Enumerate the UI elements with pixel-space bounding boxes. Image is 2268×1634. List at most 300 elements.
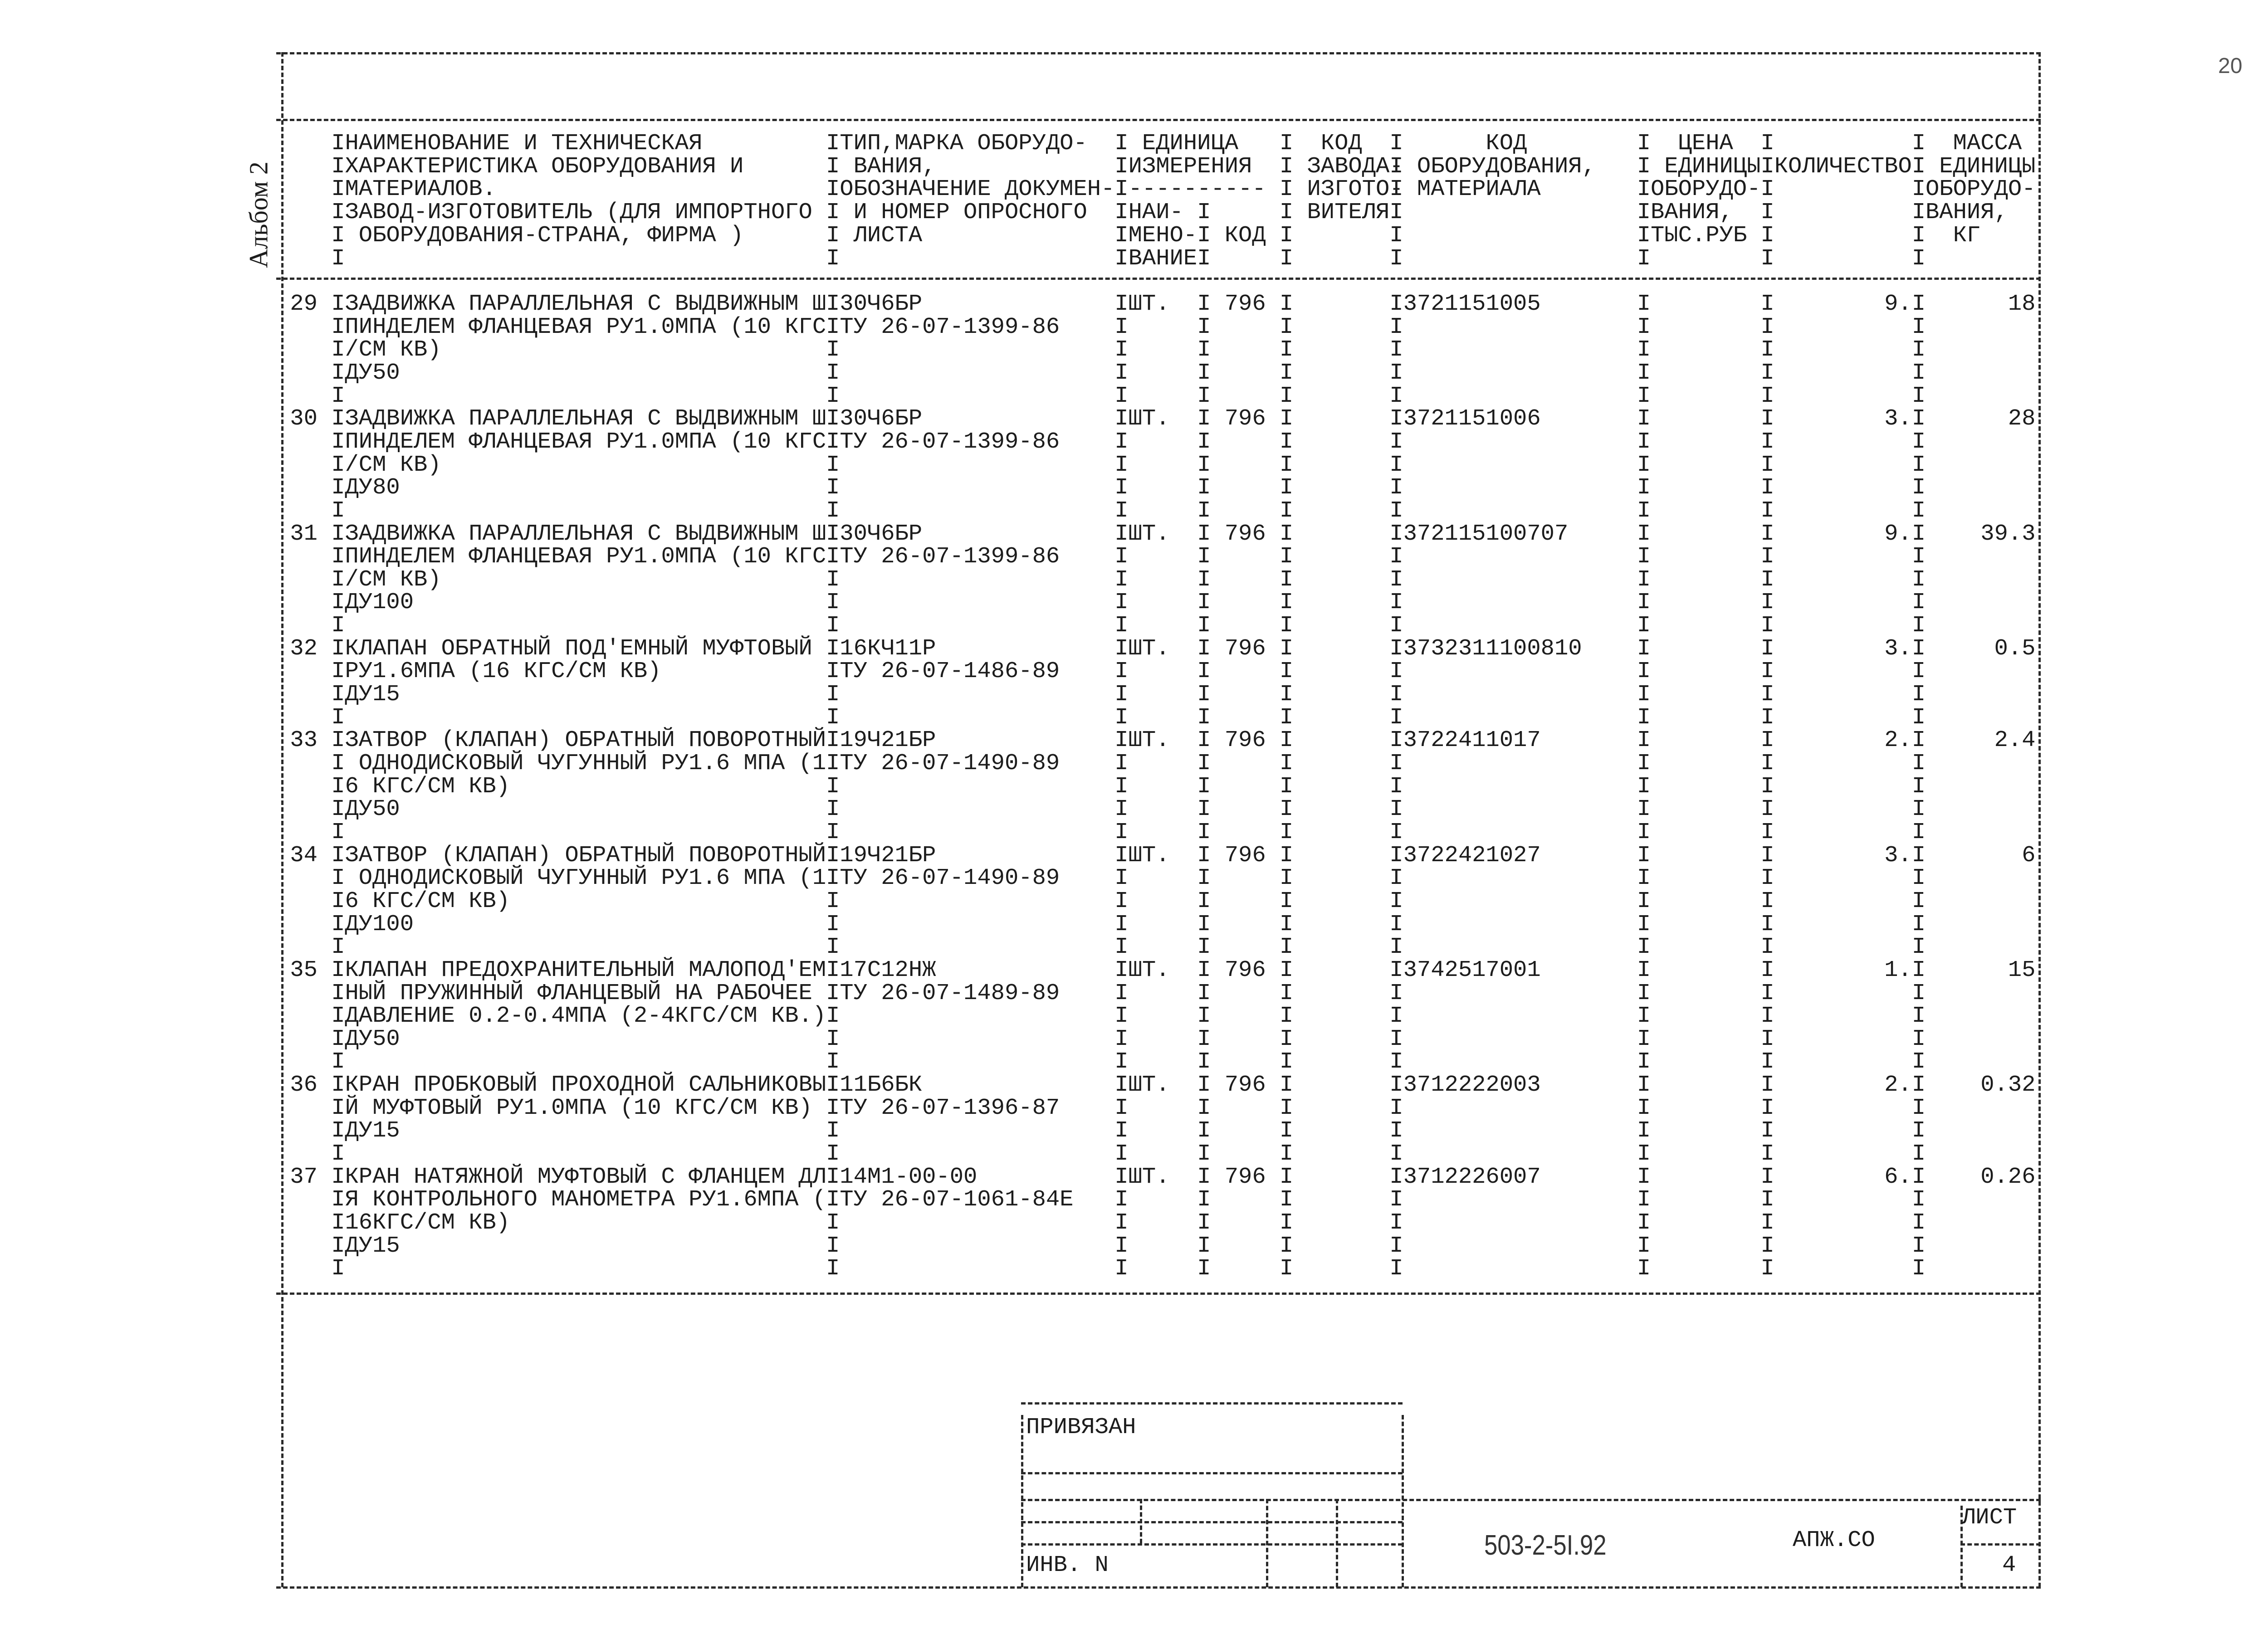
item-type: I (826, 773, 840, 800)
item-number: 31 (290, 521, 318, 547)
item-name: IЗАТВОР (КЛАПАН) ОБРАТНЫЙ ПОВОРОТНЫЙ (331, 727, 826, 754)
unit-code: I (1197, 704, 1211, 731)
material-code: I (1389, 865, 1403, 892)
stamp-line (1140, 1499, 1142, 1543)
separator: I (1760, 888, 1774, 914)
material-code: I (1389, 429, 1403, 455)
unit-code: I (1197, 796, 1211, 823)
separator: I (1760, 452, 1774, 478)
item-type: I (826, 934, 840, 961)
separator: I (1911, 796, 1926, 823)
separator: I (1911, 452, 1926, 478)
unit-code: I (1197, 1141, 1211, 1167)
item-name: IЗАТВОР (КЛАПАН) ОБРАТНЫЙ ПОВОРОТНЫЙ (331, 842, 826, 868)
header-cell: I (1389, 222, 1403, 249)
stamp-line (1021, 1472, 1403, 1474)
item-name: IКЛАПАН ПРЕДОХРАНИТЕЛЬНЫЙ МАЛОПОД'ЕМ (331, 957, 826, 983)
unit-mass: 18 (2008, 291, 2036, 317)
separator: I (1637, 498, 1651, 524)
item-name: IРУ1.6МПА (16 КГС/СМ КВ) (331, 658, 661, 685)
unit-name: I (1114, 613, 1129, 639)
unit-mass: 0.5 (1994, 635, 2036, 662)
table-line (276, 1143, 2045, 1166)
separator: I (1279, 613, 1294, 639)
unit-code: I 796 (1197, 635, 1266, 662)
separator: I (1637, 314, 1651, 340)
separator: I (1279, 980, 1294, 1006)
item-type: I (826, 383, 840, 409)
table-line (276, 1166, 2045, 1189)
separator: I (1637, 1256, 1651, 1282)
unit-code: I (1197, 1026, 1211, 1052)
table-line (276, 867, 2045, 890)
unit-code: I (1197, 1233, 1211, 1259)
separator: I (1279, 314, 1294, 340)
unit-name: IШТ. (1114, 1072, 1170, 1098)
table-line (276, 1097, 2045, 1120)
material-code: I (1389, 452, 1403, 478)
separator: I (1760, 773, 1774, 800)
item-name: IЗАДВИЖКА ПАРАЛЛЕЛЬНАЯ С ВЫДВИЖНЫМ Ш (331, 291, 826, 317)
separator: I (1760, 704, 1774, 731)
separator: I (1637, 796, 1651, 823)
item-name: I (331, 1256, 345, 1282)
separator: I (1911, 337, 1926, 363)
unit-name: I (1114, 337, 1129, 363)
table-line (276, 178, 2045, 201)
header-cell: I ЗАВОДА- (1279, 153, 1403, 180)
header-cell: IЗАВОД-ИЗГОТОВИТЕЛЬ (ДЛЯ ИМПОРТНОГО (331, 200, 812, 226)
item-number: 29 (290, 291, 318, 317)
unit-name: I (1114, 865, 1129, 892)
separator: I (1760, 819, 1774, 845)
separator: I (1279, 590, 1294, 616)
unit-name: I (1114, 1256, 1129, 1282)
item-name: I (331, 934, 345, 961)
unit-name: I (1114, 773, 1129, 800)
separator: I (1760, 1164, 1774, 1190)
item-number: 34 (290, 842, 318, 868)
table-line (276, 798, 2045, 821)
material-code: I (1389, 566, 1403, 593)
item-name: I ОДНОДИСКОВЫЙ ЧУГУННЫЙ РУ1.6 МПА (1 (331, 865, 826, 892)
separator: I (1637, 773, 1651, 800)
separator: I (1637, 911, 1651, 937)
unit-name: I (1114, 590, 1129, 616)
item-number: 35 (290, 957, 318, 983)
material-code: I (1389, 773, 1403, 800)
material-code: I (1389, 796, 1403, 823)
header-cell: I ВИТЕЛЯ (1279, 200, 1390, 226)
separator: I (1760, 911, 1774, 937)
unit-code: I (1197, 911, 1211, 937)
item-name: I (331, 383, 345, 409)
separator: I (1760, 658, 1774, 685)
unit-code: I (1197, 429, 1211, 455)
header-cell: I ЛИСТА (826, 222, 923, 249)
separator: I (1279, 291, 1294, 317)
unit-code: I (1197, 613, 1211, 639)
separator: I (1637, 1072, 1651, 1098)
separator: I (1760, 635, 1774, 662)
material-code: I3722411017 (1389, 727, 1541, 754)
header-cell: IМЕНО- (1114, 222, 1198, 249)
material-code: I (1389, 1003, 1403, 1029)
page-number: 20 (2218, 54, 2243, 78)
item-name: IДУ15 (331, 1118, 400, 1144)
separator: I (1911, 429, 1926, 455)
unit-name: I (1114, 383, 1129, 409)
separator: I (1911, 1095, 1926, 1121)
item-type: I19Ч21БР (826, 842, 936, 868)
item-name: I (331, 1141, 345, 1167)
header-cell: I (1389, 245, 1403, 272)
material-code: I (1389, 498, 1403, 524)
separator: I (1279, 337, 1294, 363)
unit-code: I 796 (1197, 521, 1266, 547)
separator: I (1279, 406, 1294, 432)
separator: I (1637, 842, 1651, 868)
quantity: 9. (1884, 521, 1912, 547)
header-cell: IВАНИЯ, (1911, 200, 2008, 226)
unit-code: I (1197, 819, 1211, 845)
header-cell: IОБОРУДО- (1637, 176, 1761, 203)
unit-name: I (1114, 796, 1129, 823)
unit-code: I (1197, 1187, 1211, 1213)
unit-code: I (1197, 751, 1211, 776)
header-cell: I (1637, 245, 1651, 272)
table-line (276, 245, 2045, 272)
item-name: I6 КГС/СМ КВ) (331, 773, 510, 800)
item-type: I14М1-00-00 (826, 1164, 978, 1190)
material-code: I (1389, 980, 1403, 1006)
separator: I (1760, 337, 1774, 363)
unit-mass: 2.4 (1994, 727, 2036, 754)
separator: I (1637, 475, 1651, 501)
separator: I (1637, 934, 1651, 961)
unit-name: I (1114, 429, 1129, 455)
item-name: IДУ15 (331, 682, 400, 708)
header-cell: IОБОЗНАЧЕНИЕ ДОКУМЕН- (826, 176, 1115, 203)
item-number: 37 (290, 1164, 318, 1190)
separator: I (1279, 911, 1294, 937)
separator: I (1760, 934, 1774, 961)
item-name: IДУ100 (331, 590, 414, 616)
item-name: IПИНДЕЛЕМ ФЛАНЦЕВАЯ РУ1.0МПА (10 КГС (331, 429, 826, 455)
item-name: I16КГС/СМ КВ) (331, 1210, 510, 1236)
material-code: I3722421027 (1389, 842, 1541, 868)
separator: I (1637, 704, 1651, 731)
material-code: I (1389, 934, 1403, 961)
table-line (276, 1120, 2045, 1142)
separator: I (1911, 727, 1926, 754)
item-number: 32 (290, 635, 318, 662)
unit-name: I (1114, 934, 1129, 961)
unit-code: I (1197, 682, 1211, 708)
separator: I (1760, 314, 1774, 340)
separator: I (1911, 1003, 1926, 1029)
table-line (276, 1189, 2045, 1211)
quantity: 6. (1884, 1164, 1912, 1190)
separator: I (1911, 383, 1926, 409)
material-code: I3721151006 (1389, 406, 1541, 432)
table-line (276, 408, 2045, 430)
table-line (276, 936, 2045, 959)
item-type: I (826, 360, 840, 386)
unit-name: I (1114, 704, 1129, 731)
table-line (276, 913, 2045, 936)
separator: I (1279, 1095, 1294, 1121)
separator: I (1637, 1141, 1651, 1167)
table-line (276, 591, 2045, 614)
unit-mass: 28 (2008, 406, 2036, 432)
separator: I (1760, 406, 1774, 432)
separator: I (1637, 888, 1651, 914)
unit-code: I (1197, 934, 1211, 961)
separator: I (1279, 1049, 1294, 1075)
table-line (276, 454, 2045, 477)
material-code: I (1389, 911, 1403, 937)
separator: I (1911, 590, 1926, 616)
item-type: IТУ 26-07-1396-87 (826, 1095, 1060, 1121)
separator: I (1760, 521, 1774, 547)
bound-label: ПРИВЯЗАН (1026, 1415, 1136, 1440)
item-type: I (826, 1049, 840, 1075)
separator: I (1911, 751, 1926, 776)
unit-name: I (1114, 819, 1129, 845)
separator: I (1911, 566, 1926, 593)
item-type: I30Ч6БР (826, 521, 923, 547)
separator: I (1279, 1210, 1294, 1236)
separator: I (1760, 980, 1774, 1006)
item-name: I/СМ КВ) (331, 337, 441, 363)
separator: I (1760, 291, 1774, 317)
header-cell: I КОД (1279, 131, 1362, 156)
item-name: IКРАН ПРОБКОВЫЙ ПРОХОДНОЙ САЛЬНИКОВЫ (331, 1072, 826, 1098)
stamp-line (1266, 1499, 1268, 1587)
separator: I (1279, 773, 1294, 800)
item-type: I (826, 590, 840, 616)
separator: I (1279, 1026, 1294, 1052)
header-cell: I МАССА (1911, 131, 2022, 156)
separator: I (1760, 613, 1774, 639)
table-line (276, 729, 2045, 752)
separator: I (1760, 1026, 1774, 1052)
item-name: IКЛАПАН ОБРАТНЫЙ ПОД'ЕМНЫЙ МУФТОВЫЙ (331, 635, 812, 662)
item-type: IТУ 26-07-1399-86 (826, 429, 1060, 455)
unit-code: I (1197, 590, 1211, 616)
item-name: I ОДНОДИСКОВЫЙ ЧУГУННЫЙ РУ1.6 МПА (1 (331, 751, 826, 776)
material-code: I372115100707 (1389, 521, 1569, 547)
separator: I (1760, 727, 1774, 754)
header-cell: IВАНИЯ, (1637, 200, 1733, 226)
header-cell: I (1760, 200, 1774, 226)
separator: I (1279, 360, 1294, 386)
table-line (276, 1005, 2045, 1028)
item-type: I (826, 911, 840, 937)
material-code: I (1389, 1187, 1403, 1213)
material-code: I (1389, 1118, 1403, 1144)
separator: I (1637, 865, 1651, 892)
separator: I (1911, 888, 1926, 914)
header-cell: IНАИМЕНОВАНИЕ И ТЕХНИЧЕСКАЯ (331, 131, 703, 156)
table-line (276, 1258, 2045, 1280)
separator: I (1760, 1049, 1774, 1075)
unit-name: IШТ. (1114, 291, 1170, 317)
separator: I (1279, 635, 1294, 662)
unit-mass: 0.32 (1980, 1072, 2036, 1098)
item-type: I16КЧ11Р (826, 635, 936, 662)
separator: I (1637, 521, 1651, 547)
table-line (276, 500, 2045, 522)
separator: I (1279, 842, 1294, 868)
separator: I (1279, 544, 1294, 570)
album-label: Альбом 2 (244, 161, 274, 268)
item-type: I (826, 452, 840, 478)
unit-mass: 39.3 (1980, 521, 2036, 547)
item-type: I (826, 682, 840, 708)
item-type: IТУ 26-07-1490-89 (826, 865, 1060, 892)
item-type: I (826, 1026, 840, 1052)
header-cell: I (1760, 222, 1774, 249)
unit-name: IШТ. (1114, 842, 1170, 868)
separator: I (1637, 360, 1651, 386)
unit-code: I (1197, 1256, 1211, 1282)
header-bottom-line (276, 278, 2041, 280)
header-cell: IХАРАКТЕРИСТИКА ОБОРУДОВАНИЯ И (331, 153, 744, 180)
material-code: I (1389, 475, 1403, 501)
unit-code: I (1197, 544, 1211, 570)
table-line (276, 523, 2045, 546)
item-name: IДУ50 (331, 360, 400, 386)
material-code: I (1389, 658, 1403, 685)
unit-name: I (1114, 566, 1129, 593)
table-line (276, 316, 2045, 339)
item-name: I (331, 1049, 345, 1075)
quantity: 9. (1884, 291, 1912, 317)
item-type: IТУ 26-07-1061-84Е (826, 1187, 1074, 1213)
material-code: I (1389, 1233, 1403, 1259)
separator: I (1911, 1233, 1926, 1259)
separator: I (1911, 1141, 1926, 1167)
separator: I (1637, 452, 1651, 478)
unit-code: I (1197, 658, 1211, 685)
item-type: I19Ч21БР (826, 727, 936, 754)
separator: I (1911, 819, 1926, 845)
separator: I (1279, 1141, 1294, 1167)
header-cell: I МАТЕРИАЛА (1389, 176, 1541, 203)
table-bottom-line (276, 1293, 2041, 1295)
item-type: IТУ 26-07-1489-89 (826, 980, 1060, 1006)
material-code: I (1389, 888, 1403, 914)
separator: I (1760, 1003, 1774, 1029)
unit-name: IШТ. (1114, 727, 1170, 754)
material-code: I (1389, 337, 1403, 363)
separator: I (1279, 383, 1294, 409)
item-name: IНЫЙ ПРУЖИННЫЙ ФЛАНЦЕВЫЙ НА РАБОЧЕЕ (331, 980, 812, 1006)
unit-code: I (1197, 337, 1211, 363)
item-number: 33 (290, 727, 318, 754)
item-type: I (826, 819, 840, 845)
unit-name: I (1114, 1187, 1129, 1213)
separator: I (1637, 819, 1651, 845)
table-line (276, 339, 2045, 361)
separator: I (1760, 1256, 1774, 1282)
material-code: I3732311100810 (1389, 635, 1582, 662)
unit-code: I (1197, 360, 1211, 386)
unit-name: IШТ. (1114, 1164, 1170, 1190)
header-cell: I (1197, 200, 1211, 226)
separator: I (1911, 1049, 1926, 1075)
unit-code: I (1197, 1118, 1211, 1144)
unit-mass: 15 (2008, 957, 2036, 983)
material-code: I3712222003 (1389, 1072, 1541, 1098)
separator: I (1911, 1118, 1926, 1144)
header-cell: I (1279, 222, 1294, 249)
unit-code: I (1197, 1210, 1211, 1236)
separator: I (1760, 1187, 1774, 1213)
item-type: I (826, 1141, 840, 1167)
separator: I (1911, 613, 1926, 639)
table-line (276, 201, 2045, 224)
unit-code: I (1197, 980, 1211, 1006)
separator: I (1279, 452, 1294, 478)
unit-code: I 796 (1197, 842, 1266, 868)
header-cell: I И НОМЕР ОПРОСНОГО (826, 200, 1087, 226)
item-type: I (826, 888, 840, 914)
material-code: I (1389, 1256, 1403, 1282)
material-code: I (1389, 682, 1403, 708)
material-code: I (1389, 1210, 1403, 1236)
item-name: I/СМ КВ) (331, 566, 441, 593)
separator: I (1637, 682, 1651, 708)
material-code: I (1389, 360, 1403, 386)
header-cell: IТЫС.РУБ (1637, 222, 1747, 249)
separator: I (1637, 1118, 1651, 1144)
separator: I (1760, 682, 1774, 708)
separator: I (1637, 613, 1651, 639)
unit-name: I (1114, 1003, 1129, 1029)
unit-code: I 796 (1197, 957, 1266, 983)
item-type: I (826, 613, 840, 639)
unit-name: I (1114, 1233, 1129, 1259)
frame-bottom-line (276, 1586, 2041, 1589)
separator: I (1760, 751, 1774, 776)
material-code: I (1389, 314, 1403, 340)
frame-top-line (276, 52, 2041, 54)
material-code: I (1389, 1141, 1403, 1167)
separator: I (1279, 498, 1294, 524)
sheet-label: ЛИСТ (1962, 1505, 2017, 1531)
unit-name: I (1114, 544, 1129, 570)
header-cell: I (826, 245, 840, 272)
item-name: IДУ50 (331, 1026, 400, 1052)
separator: I (1279, 865, 1294, 892)
header-cell: I (1279, 245, 1294, 272)
unit-name: I (1114, 658, 1129, 685)
unit-code: I (1197, 475, 1211, 501)
stamp-line (1021, 1521, 1403, 1523)
item-name: I (331, 498, 345, 524)
item-name: I6 КГС/СМ КВ) (331, 888, 510, 914)
table-line (276, 1235, 2045, 1258)
header-cell: I (1911, 245, 1926, 272)
table-line (276, 635, 2045, 662)
document-code: 503-2-5I.92 (1484, 1530, 1607, 1561)
table-line (276, 153, 2045, 180)
separator: I (1279, 1072, 1294, 1098)
material-code: I3742517001 (1389, 957, 1541, 983)
